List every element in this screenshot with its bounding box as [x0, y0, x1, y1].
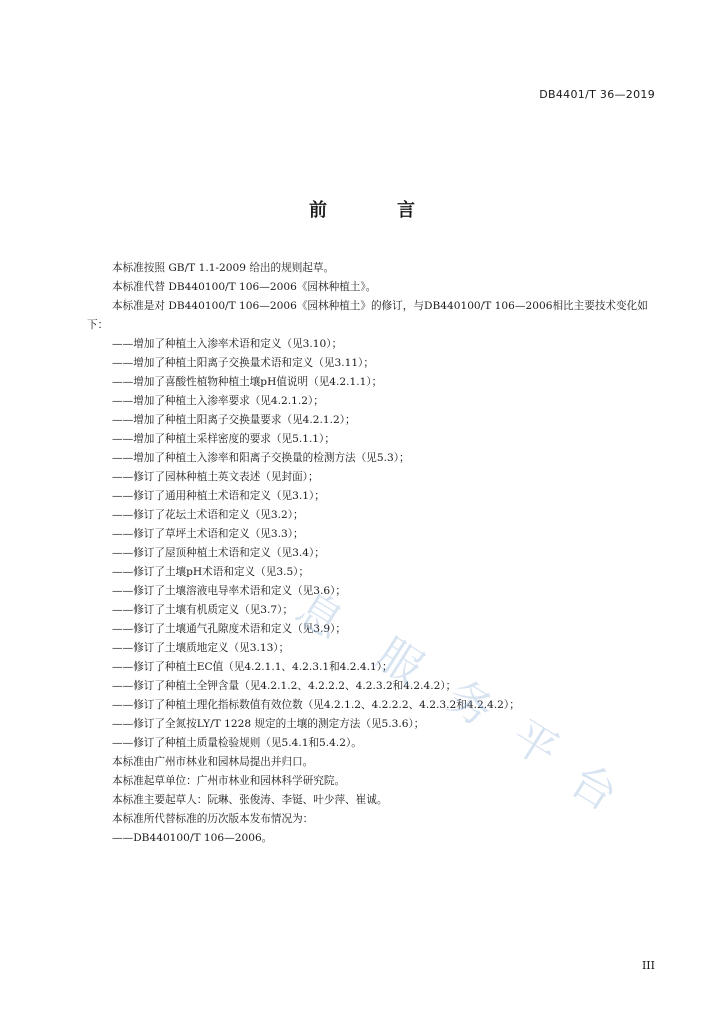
intro-paragraph: 本标准按照 GB/T 1.1-2009 给出的规则起草。 — [112, 262, 335, 274]
list-item: ——修订了草坪土术语和定义（见3.3）； — [112, 528, 304, 540]
list-item: ——修订了花坛土术语和定义（见3.2）； — [112, 509, 304, 521]
closing-paragraph: 本标准起草单位：广州市林业和园林科学研究院。 — [112, 775, 346, 787]
list-item: ——修订了全氮按LY/T 1228 规定的土壤的测定方法（见5.3.6）； — [112, 718, 425, 730]
list-item: ——修订了土壤溶液电导率术语和定义（见3.6）； — [112, 585, 347, 597]
watermark-char: 平 — [502, 710, 567, 778]
closing-paragraph: 本标准所代替标准的历次版本发布情况为： — [112, 813, 314, 825]
watermark-char: 息 — [287, 582, 352, 650]
list-item: ——增加了种植土入渗率术语和定义（见3.10）； — [112, 338, 343, 350]
list-item: ——修订了种植土质量检验规则（见5.4.1和5.4.2）。 — [112, 737, 362, 749]
list-item: ——修订了种植土全钾含量（见4.2.1.2、4.2.2.2、4.2.3.2和4.2.4.2）； — [112, 680, 457, 692]
list-item: ——修订了土壤pH术语和定义（见3.5）； — [112, 566, 310, 578]
list-item: ——修订了园林种植土英文表述（见封面）； — [112, 471, 319, 483]
list-item: ——增加了种植土入渗率和阳离子交换量的检测方法（见5.3）； — [112, 452, 410, 464]
list-item: ——增加了种植土阳离子交换量要求（见4.2.1.2）； — [112, 414, 356, 426]
standard-code: DB4401/T 36—2019 — [539, 88, 655, 101]
intro-paragraph: 本标准代替 DB440100/T 106—2006《园林种植土》。 — [112, 281, 377, 293]
list-item: ——修订了通用种植土术语和定义（见3.1）； — [112, 490, 325, 502]
page-title: 前 言 — [309, 200, 441, 221]
list-item: ——增加了喜酸性植物种植土壤pH值说明（见4.2.1.1）； — [112, 376, 383, 388]
list-item: ——增加了种植土入渗率要求（见4.2.1.2）； — [112, 395, 324, 407]
list-item: ——修订了土壤通气孔隙度术语和定义（见3.9）； — [112, 623, 347, 635]
history-item: ——DB440100/T 106—2006。 — [112, 832, 273, 844]
page-number: III — [641, 959, 655, 972]
watermark-char: 服 — [367, 628, 432, 696]
document-body — [87, 259, 665, 848]
list-item: ——增加了种植土阳离子交换量术语和定义（见3.11）； — [112, 357, 374, 369]
closing-paragraph: 本标准主要起草人：阮琳、张俊涛、李铤、叶少萍、崔诚。 — [112, 794, 388, 806]
list-item: ——修订了土壤有机质定义（见3.7）； — [112, 604, 294, 616]
list-item: ——修订了种植土理化指标数值有效位数（见4.2.1.2、4.2.2.2、4.2.3.2和4.2.4.2）； — [112, 699, 520, 711]
closing-paragraph: 本标准由广州市林业和园林局提出并归口。 — [112, 756, 314, 768]
list-item: ——修订了屋顶种植土术语和定义（见3.4）； — [112, 547, 325, 559]
list-item: ——修订了种植土EC值（见4.2.1.1、4.2.3.1和4.2.4.1）； — [112, 661, 393, 673]
list-item: ——增加了种植土采样密度的要求（见5.1.1）； — [112, 433, 335, 445]
watermark-char: 务 — [437, 670, 502, 738]
list-item: ——修订了土壤质地定义（见3.13）； — [112, 642, 290, 654]
changes-list — [87, 335, 665, 753]
watermark-char: 台 — [561, 754, 626, 822]
intro-paragraph: 本标准是对 DB440100/T 106—2006《园林种植土》的修订，与DB440100/T 106—2006相比主要技术变化如下： — [87, 300, 648, 331]
